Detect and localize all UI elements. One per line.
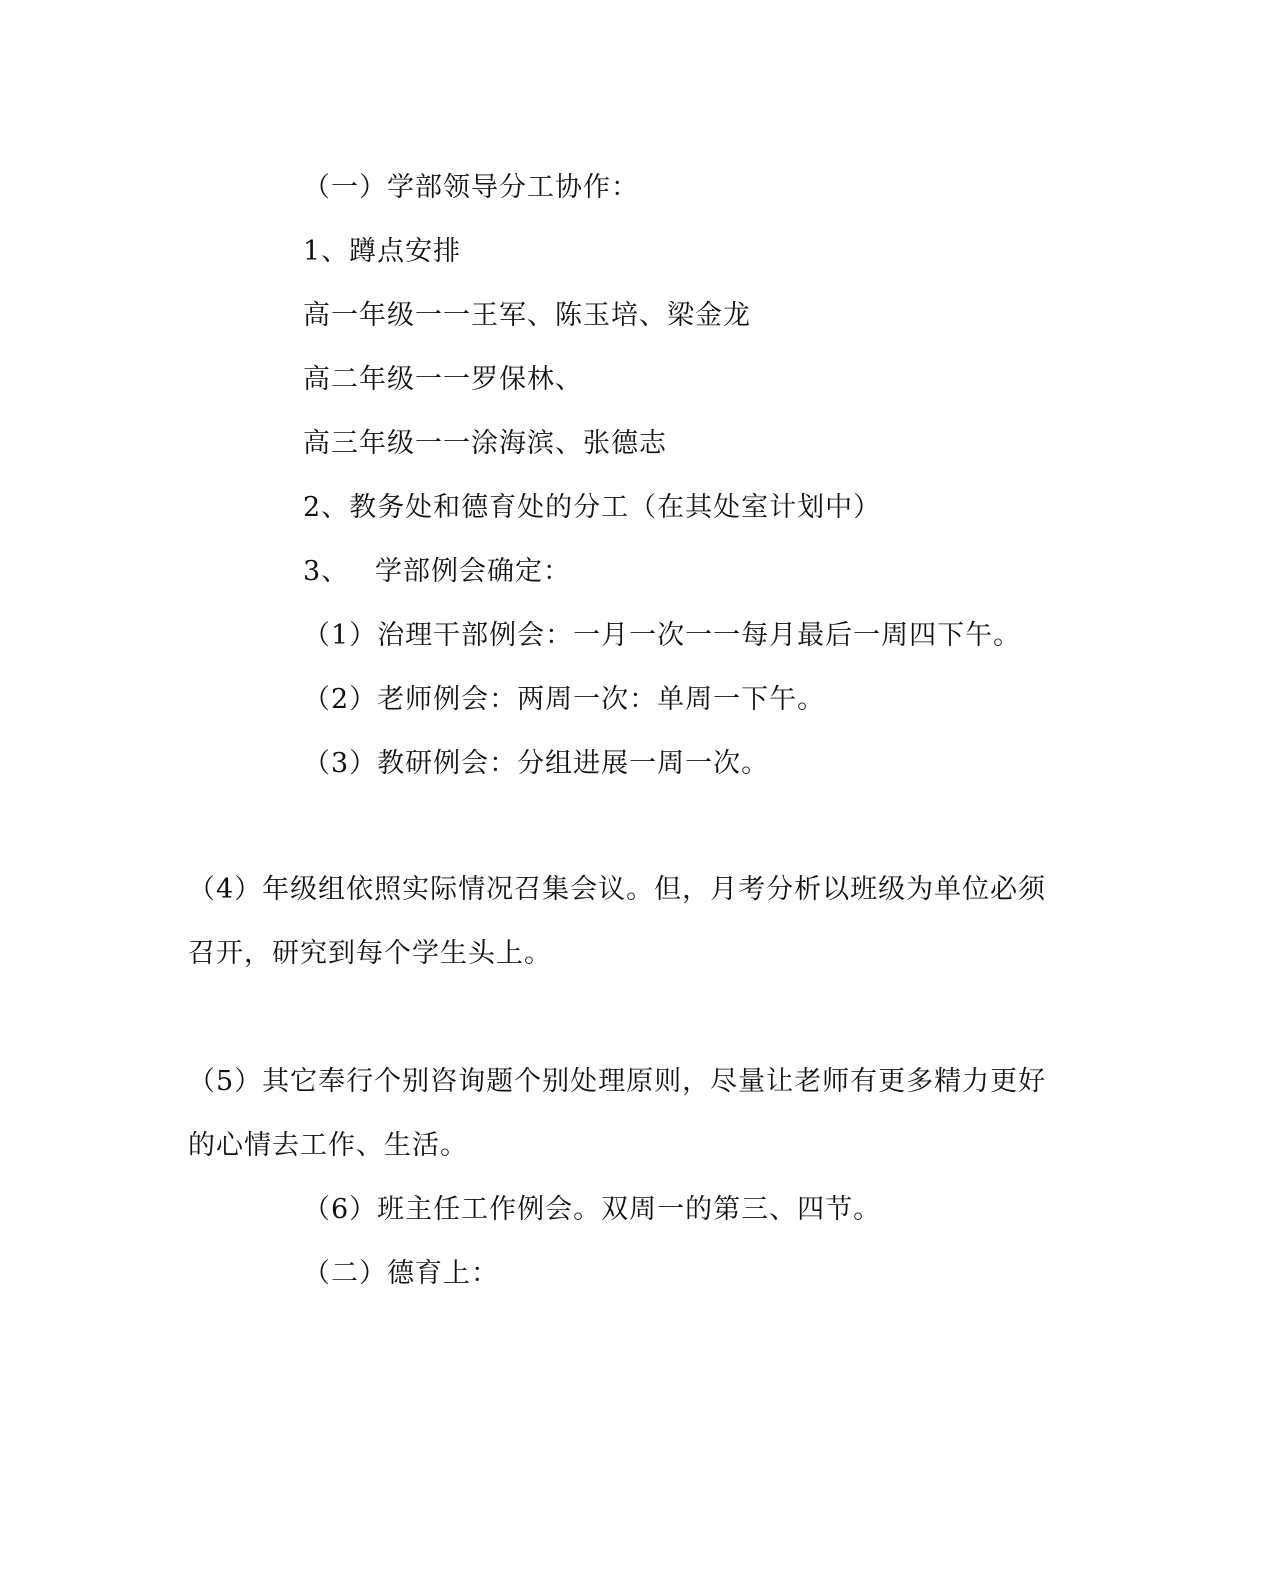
- item3-text: 学部例会确定：: [375, 556, 571, 587]
- meeting-6: （6）班主任工作例会。双周一的第三、四节。: [303, 1194, 882, 1225]
- section2-heading: （二）德育上：: [303, 1258, 499, 1289]
- meeting-2: （2）老师例会：两周一次：单周一下午。: [303, 684, 826, 715]
- item2-heading: 2、教务处和德育处的分工（在其处室计划中）: [303, 492, 882, 523]
- meeting-4-line2: 召开，研究到每个学生头上。: [188, 938, 552, 969]
- meeting-1: （1）治理干部例会：一月一次一一每月最后一周四下午。: [303, 620, 1022, 651]
- section1-heading: （一）学部领导分工协作：: [303, 172, 639, 203]
- meeting-4-line1: （4）年级组依照实际情况召集会议。但，月考分析以班级为单位必须: [188, 874, 1047, 905]
- meeting-5-line2: 的心情去工作、生活。: [188, 1130, 468, 1161]
- grade3-assignment: 高三年级一一涂海滨、张德志: [303, 428, 667, 459]
- item1-heading: 1、蹲点安排: [303, 236, 462, 267]
- meeting-5-line1: （5）其它奉行个别咨询题个别处理原则，尽量让老师有更多精力更好: [188, 1066, 1047, 1097]
- grade2-assignment: 高二年级一一罗保林、: [303, 364, 583, 395]
- item3-number: 3、: [303, 556, 350, 587]
- grade1-assignment: 高一年级一一王军、陈玉培、梁金龙: [303, 300, 751, 331]
- item3-heading: [303, 555, 571, 589]
- meeting-3: （3）教研例会：分组进展一周一次。: [303, 748, 770, 779]
